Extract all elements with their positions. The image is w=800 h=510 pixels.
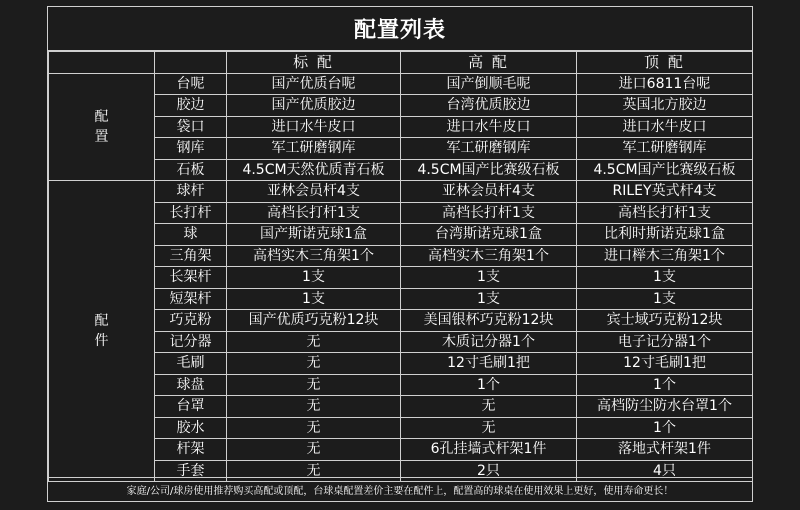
value-high-cell: 国产倒顺毛呢 bbox=[401, 73, 577, 95]
config-table bbox=[48, 51, 753, 482]
value-top-cell: RILEY英式杆4支 bbox=[577, 181, 753, 203]
value-top-cell: 高档防尘防水台罩1个 bbox=[577, 396, 753, 418]
table-row bbox=[49, 181, 753, 203]
table-row bbox=[49, 288, 753, 310]
table-row bbox=[49, 73, 753, 95]
item-name-cell: 手套 bbox=[155, 460, 227, 482]
item-name-cell: 胶边 bbox=[155, 95, 227, 117]
value-high-cell: 6孔挂墙式杆架1件 bbox=[401, 439, 577, 461]
value-top-cell: 4只 bbox=[577, 460, 753, 482]
value-standard-cell: 国产优质台呢 bbox=[227, 73, 401, 95]
config-table-frame bbox=[47, 6, 753, 502]
item-header-cell bbox=[155, 52, 227, 74]
table-row bbox=[49, 267, 753, 289]
table-row bbox=[49, 331, 753, 353]
table-row bbox=[49, 138, 753, 160]
value-standard-cell: 高档长打杆1支 bbox=[227, 202, 401, 224]
value-standard-cell: 无 bbox=[227, 417, 401, 439]
value-high-cell: 美国银杯巧克粉12块 bbox=[401, 310, 577, 332]
table-row bbox=[49, 116, 753, 138]
value-top-cell: 比利时斯诺克球1盒 bbox=[577, 224, 753, 246]
table-row bbox=[49, 245, 753, 267]
table-row bbox=[49, 396, 753, 418]
value-top-cell: 4.5CM国产比赛级石板 bbox=[577, 159, 753, 181]
value-high-cell: 军工研磨钢库 bbox=[401, 138, 577, 160]
item-name-cell: 记分器 bbox=[155, 331, 227, 353]
item-name-cell: 球杆 bbox=[155, 181, 227, 203]
footer-note: 家庭/公司/球房使用推荐购买高配或顶配，台球桌配置差价主要在配件上，配置高的球桌在使用效果上更好，使用寿命更长！ bbox=[48, 477, 752, 501]
value-top-cell: 1个 bbox=[577, 417, 753, 439]
item-name-cell: 长打杆 bbox=[155, 202, 227, 224]
value-standard-cell: 无 bbox=[227, 396, 401, 418]
value-standard-cell: 进口水牛皮口 bbox=[227, 116, 401, 138]
value-high-cell: 无 bbox=[401, 396, 577, 418]
value-standard-cell: 国产优质胶边 bbox=[227, 95, 401, 117]
item-name-cell: 石板 bbox=[155, 159, 227, 181]
value-standard-cell: 无 bbox=[227, 353, 401, 375]
value-top-cell: 1个 bbox=[577, 374, 753, 396]
item-name-cell: 胶水 bbox=[155, 417, 227, 439]
value-high-cell: 1支 bbox=[401, 267, 577, 289]
value-high-cell: 高档长打杆1支 bbox=[401, 202, 577, 224]
header-high: 高 配 bbox=[401, 52, 577, 74]
item-name-cell: 杆架 bbox=[155, 439, 227, 461]
value-standard-cell: 无 bbox=[227, 460, 401, 482]
value-top-cell: 12寸毛刷1把 bbox=[577, 353, 753, 375]
item-name-cell: 毛刷 bbox=[155, 353, 227, 375]
value-top-cell: 1支 bbox=[577, 288, 753, 310]
header-standard: 标 配 bbox=[227, 52, 401, 74]
value-standard-cell: 1支 bbox=[227, 267, 401, 289]
value-standard-cell: 军工研磨钢库 bbox=[227, 138, 401, 160]
table-row bbox=[49, 224, 753, 246]
value-standard-cell: 1支 bbox=[227, 288, 401, 310]
item-name-cell: 三角架 bbox=[155, 245, 227, 267]
section-label bbox=[49, 181, 155, 482]
section-label bbox=[49, 73, 155, 181]
value-high-cell: 4.5CM国产比赛级石板 bbox=[401, 159, 577, 181]
item-name-cell: 球盘 bbox=[155, 374, 227, 396]
value-top-cell: 进口榉木三角架1个 bbox=[577, 245, 753, 267]
page-title: 配置列表 bbox=[48, 7, 752, 51]
item-name-cell: 长架杆 bbox=[155, 267, 227, 289]
value-top-cell: 电子记分器1个 bbox=[577, 331, 753, 353]
item-name-cell: 台呢 bbox=[155, 73, 227, 95]
value-high-cell: 12寸毛刷1把 bbox=[401, 353, 577, 375]
value-standard-cell: 亚林会员杆4支 bbox=[227, 181, 401, 203]
header-top: 顶 配 bbox=[577, 52, 753, 74]
item-name-cell: 袋口 bbox=[155, 116, 227, 138]
config-table-body bbox=[49, 73, 753, 482]
value-top-cell: 宾士域巧克粉12块 bbox=[577, 310, 753, 332]
item-name-cell: 短架杆 bbox=[155, 288, 227, 310]
item-name-cell: 巧克粉 bbox=[155, 310, 227, 332]
value-standard-cell: 国产优质巧克粉12块 bbox=[227, 310, 401, 332]
value-standard-cell: 4.5CM天然优质青石板 bbox=[227, 159, 401, 181]
value-high-cell: 台湾斯诺克球1盒 bbox=[401, 224, 577, 246]
value-standard-cell: 高档实木三角架1个 bbox=[227, 245, 401, 267]
section-label-char: 配 bbox=[94, 313, 109, 329]
corner-cell bbox=[49, 52, 155, 74]
value-standard-cell: 无 bbox=[227, 331, 401, 353]
section-label-char: 配 bbox=[94, 108, 109, 125]
value-high-cell: 高档实木三角架1个 bbox=[401, 245, 577, 267]
item-name-cell: 钢库 bbox=[155, 138, 227, 160]
value-high-cell: 1个 bbox=[401, 374, 577, 396]
value-top-cell: 高档长打杆1支 bbox=[577, 202, 753, 224]
value-standard-cell: 无 bbox=[227, 374, 401, 396]
value-top-cell: 进口6811台呢 bbox=[577, 73, 753, 95]
table-row bbox=[49, 95, 753, 117]
value-high-cell: 进口水牛皮口 bbox=[401, 116, 577, 138]
value-top-cell: 英国北方胶边 bbox=[577, 95, 753, 117]
value-top-cell: 1支 bbox=[577, 267, 753, 289]
section-label-char: 置 bbox=[94, 128, 109, 145]
table-row bbox=[49, 159, 753, 181]
section-label-char: 件 bbox=[94, 333, 109, 349]
value-high-cell: 2只 bbox=[401, 460, 577, 482]
value-top-cell: 进口水牛皮口 bbox=[577, 116, 753, 138]
item-name-cell: 球 bbox=[155, 224, 227, 246]
table-row bbox=[49, 374, 753, 396]
value-high-cell: 台湾优质胶边 bbox=[401, 95, 577, 117]
value-top-cell: 落地式杆架1件 bbox=[577, 439, 753, 461]
table-row bbox=[49, 439, 753, 461]
header-row bbox=[49, 52, 753, 74]
value-high-cell: 1支 bbox=[401, 288, 577, 310]
value-standard-cell: 无 bbox=[227, 439, 401, 461]
value-high-cell: 木质记分器1个 bbox=[401, 331, 577, 353]
value-high-cell: 亚林会员杆4支 bbox=[401, 181, 577, 203]
value-standard-cell: 国产斯诺克球1盒 bbox=[227, 224, 401, 246]
item-name-cell: 台罩 bbox=[155, 396, 227, 418]
table-row bbox=[49, 353, 753, 375]
table-row bbox=[49, 310, 753, 332]
table-row bbox=[49, 202, 753, 224]
value-top-cell: 军工研磨钢库 bbox=[577, 138, 753, 160]
table-row bbox=[49, 417, 753, 439]
value-high-cell: 无 bbox=[401, 417, 577, 439]
